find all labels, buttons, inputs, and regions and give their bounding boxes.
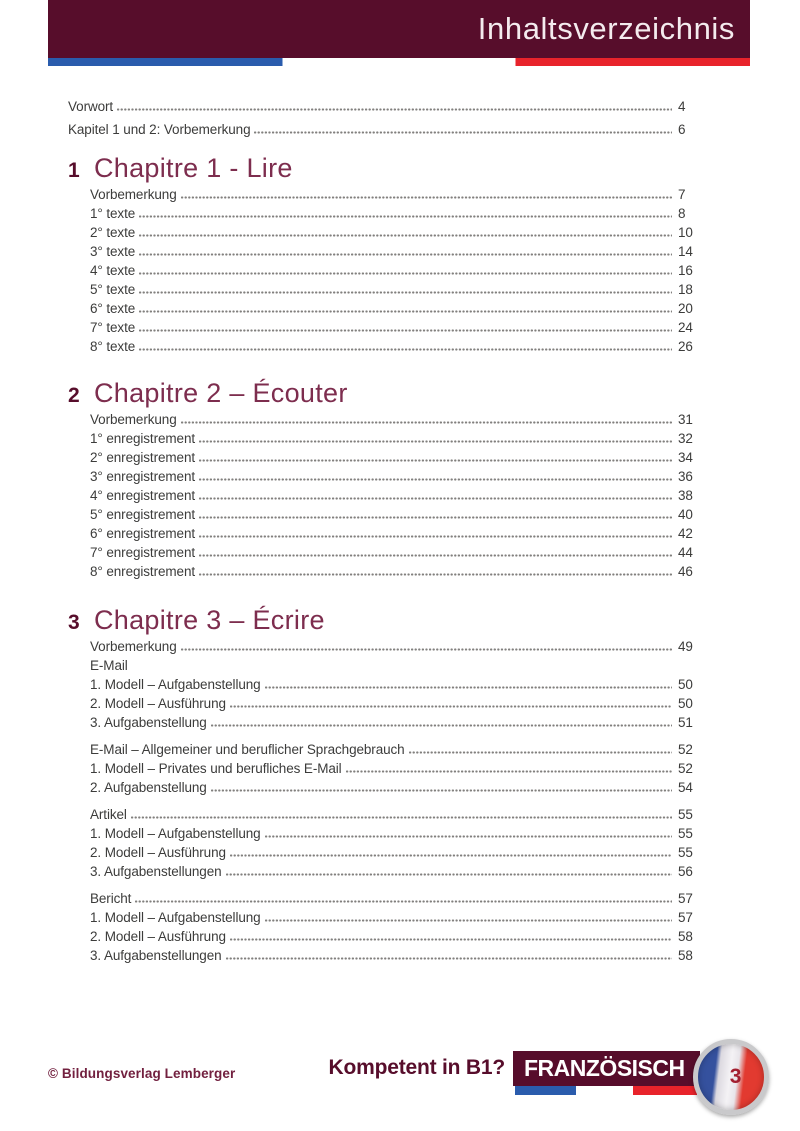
dot-leader (199, 459, 672, 462)
toc-entry-label: Kapitel 1 und 2: Vorbemerkung (68, 122, 251, 137)
toc-entry (90, 320, 698, 339)
toc-entry-page: 10 (678, 225, 693, 240)
toc-entry-page: 40 (678, 507, 693, 522)
toc-entry-label: Vorbemerkung (90, 639, 177, 654)
toc-entry (90, 658, 698, 677)
front-matter-list (68, 99, 698, 145)
toc-entry-page: 44 (678, 545, 693, 560)
toc-entry-page: 38 (678, 488, 693, 503)
toc-entry-page: 58 (678, 948, 693, 963)
toc-entry-page: 7 (678, 187, 686, 202)
toc-entry (90, 431, 698, 450)
toc-entry-label: 4° texte (90, 263, 136, 278)
chapter-heading (68, 605, 698, 637)
toc-entry (90, 564, 698, 583)
chapter-number: 2 (68, 384, 80, 407)
chapter-title: Chapitre 1 - Lire (94, 153, 293, 183)
chapter-section-1 (68, 153, 698, 358)
dot-leader (199, 478, 672, 481)
toc-entry (90, 891, 698, 910)
toc-entry-label: 7° enregistrement (90, 545, 196, 560)
chapter-entries (90, 187, 698, 358)
toc-entry (90, 948, 698, 967)
chapter-section-2 (68, 378, 698, 583)
chapter-heading (68, 153, 698, 185)
toc-entry (68, 122, 698, 145)
toc-entry-label: 6° texte (90, 301, 136, 316)
toc-entry (90, 301, 698, 320)
toc-entry-label: 2. Modell – Ausführung (90, 845, 226, 860)
toc-entry-label: E-Mail (90, 658, 128, 673)
banner-underline-blue (515, 1086, 576, 1095)
toc-entry-page: 34 (678, 450, 693, 465)
toc-entry (90, 339, 698, 358)
toc-entry (90, 929, 698, 948)
dot-leader (139, 272, 672, 275)
toc-entry-page: 50 (678, 696, 693, 711)
toc-entry-page: 18 (678, 282, 693, 297)
toc-entry-label: 3° texte (90, 244, 136, 259)
dot-leader (226, 873, 672, 876)
toc-entry (90, 845, 698, 864)
toc-entry-label: 4° enregistrement (90, 488, 196, 503)
dot-leader (409, 751, 672, 754)
toc-entry (90, 761, 698, 780)
toc-entry (90, 225, 698, 244)
page-title: Inhaltsverzeichnis (477, 11, 735, 46)
toc-entry-page: 36 (678, 469, 693, 484)
toc-entry-page: 24 (678, 320, 693, 335)
toc-entry-page: 55 (678, 807, 693, 822)
toc-entry-label: Bericht (90, 891, 132, 906)
chapter-title: Chapitre 2 – Écouter (94, 378, 348, 408)
dot-leader (254, 131, 672, 134)
toc-entry-label: Artikel (90, 807, 127, 822)
dot-leader (139, 234, 672, 237)
toc-entry-page: 46 (678, 564, 693, 579)
toc-entry-page: 57 (678, 910, 693, 925)
toc-entry-page: 55 (678, 845, 693, 860)
toc-entry-label: 6° enregistrement (90, 526, 196, 541)
toc-entry-label: 1. Modell – Aufgabenstellung (90, 910, 261, 925)
toc-entry-label: 3. Aufgabenstellungen (90, 948, 222, 963)
chapter-entries (90, 639, 698, 967)
toc-entry-page: 16 (678, 263, 693, 278)
toc-entry (90, 526, 698, 545)
toc-entry-page: 14 (678, 244, 693, 259)
chapter-section-3 (68, 605, 698, 967)
toc-entry-page: 57 (678, 891, 693, 906)
toc-entry (68, 99, 698, 122)
toc-entry (90, 507, 698, 526)
toc-entry-label: Vorbemerkung (90, 187, 177, 202)
toc-entry-label: 3. Aufgabenstellungen (90, 864, 222, 879)
toc-entry (90, 677, 698, 696)
dot-leader (199, 535, 672, 538)
toc-entry (90, 715, 698, 734)
toc-entry-page: 58 (678, 929, 693, 944)
toc-group (90, 807, 698, 883)
dot-leader (265, 686, 672, 689)
toc-entry-page: 55 (678, 826, 693, 841)
toc-entry (90, 545, 698, 564)
toc-entry-label: 1° texte (90, 206, 136, 221)
toc-entry-label: 1° enregistrement (90, 431, 196, 446)
dot-leader (139, 348, 672, 351)
toc-entry (90, 910, 698, 929)
toc-entry (90, 864, 698, 883)
dot-leader (181, 421, 672, 424)
dot-leader (181, 648, 672, 651)
toc-entry-page: 42 (678, 526, 693, 541)
toc-entry-page: 52 (678, 761, 693, 776)
toc-group (90, 187, 698, 358)
dot-leader (265, 919, 672, 922)
toc-entry-label: 7° texte (90, 320, 136, 335)
toc-entry (90, 639, 698, 658)
toc-entry-label: Vorbemerkung (90, 412, 177, 427)
toc-entry (90, 488, 698, 507)
chapter-number: 3 (68, 611, 80, 634)
toc-entry-label: 8° texte (90, 339, 136, 354)
toc-entry-label: 3° enregistrement (90, 469, 196, 484)
french-flag-badge (693, 1039, 769, 1115)
toc-entry-page: 52 (678, 742, 693, 757)
toc-entry (90, 244, 698, 263)
toc-group (90, 742, 698, 799)
chapter-entries (90, 412, 698, 583)
toc-entry-label: 5° texte (90, 282, 136, 297)
header-bar (48, 0, 750, 58)
toc-entry-page: 26 (678, 339, 693, 354)
toc-entry-label: Vorwort (68, 99, 114, 114)
dot-leader (211, 789, 672, 792)
french-flag-stripe (48, 58, 750, 66)
toc-entry-page: 51 (678, 715, 693, 730)
toc-entry (90, 826, 698, 845)
dot-leader (139, 253, 672, 256)
toc-entry (90, 187, 698, 206)
banner-underline-red (633, 1086, 697, 1095)
dot-leader (230, 938, 672, 941)
toc-entry (90, 469, 698, 488)
toc-entry (90, 780, 698, 799)
toc-entry-page: 6 (678, 122, 686, 137)
dot-leader (230, 705, 672, 708)
toc-group (90, 639, 698, 734)
dot-leader (139, 329, 672, 332)
dot-leader (139, 291, 672, 294)
dot-leader (226, 957, 672, 960)
toc-entry-page: 49 (678, 639, 693, 654)
toc-entry-page: 32 (678, 431, 693, 446)
toc-entry-label: 2° texte (90, 225, 136, 240)
toc-entry-page: 4 (678, 99, 686, 114)
toc-entry (90, 282, 698, 301)
publisher-copyright: © Bildungsverlag Lemberger (48, 1066, 236, 1081)
toc-entry-page: 20 (678, 301, 693, 316)
toc-entry-page: 54 (678, 780, 693, 795)
dot-leader (139, 215, 672, 218)
language-label: FRANZÖSISCH (524, 1055, 685, 1081)
toc-entry (90, 807, 698, 826)
toc-entry-label: 1. Modell – Aufgabenstellung (90, 826, 261, 841)
dot-leader (211, 724, 672, 727)
dot-leader (139, 310, 672, 313)
toc-entry (90, 206, 698, 225)
chapter-heading (68, 378, 698, 410)
dot-leader (199, 573, 672, 576)
toc-entry-label: 2. Aufgabenstellung (90, 780, 207, 795)
dot-leader (199, 497, 672, 500)
toc-entry-label: 8° enregistrement (90, 564, 196, 579)
dot-leader (199, 554, 672, 557)
toc-entry (90, 742, 698, 761)
level-number: 3 (729, 1065, 742, 1088)
toc-entry-page: 8 (678, 206, 686, 221)
toc-entry-label: 1. Modell – Privates und berufliches E-Mail (90, 761, 342, 776)
toc-entry-label: 2. Modell – Ausführung (90, 929, 226, 944)
toc-entry-label: 3. Aufgabenstellung (90, 715, 207, 730)
dot-leader (199, 516, 672, 519)
chapter-number: 1 (68, 159, 80, 182)
dot-leader (346, 770, 672, 773)
toc-entry-label: 1. Modell – Aufgabenstellung (90, 677, 261, 692)
toc-entry-label: 2° enregistrement (90, 450, 196, 465)
toc-entry-page: 56 (678, 864, 693, 879)
dot-leader (131, 816, 672, 819)
dot-leader (135, 900, 672, 903)
dot-leader (230, 854, 672, 857)
language-banner (513, 1051, 700, 1086)
toc-entry (90, 696, 698, 715)
dot-leader (265, 835, 672, 838)
toc-entry-label: 5° enregistrement (90, 507, 196, 522)
series-title: Kompetent in B1? (328, 1056, 505, 1079)
toc-entry-page: 31 (678, 412, 693, 427)
toc-entry (90, 263, 698, 282)
toc-entry-label: 2. Modell – Ausführung (90, 696, 226, 711)
toc-group (90, 412, 698, 583)
chapter-title: Chapitre 3 – Écrire (94, 605, 325, 635)
toc-group (90, 891, 698, 967)
dot-leader (199, 440, 672, 443)
toc-entry-label: E-Mail – Allgemeiner und beruflicher Sprachgebrauch (90, 742, 405, 757)
dot-leader (117, 108, 672, 111)
dot-leader (181, 196, 672, 199)
toc-entry (90, 450, 698, 469)
toc-entry (90, 412, 698, 431)
toc-entry-page: 50 (678, 677, 693, 692)
